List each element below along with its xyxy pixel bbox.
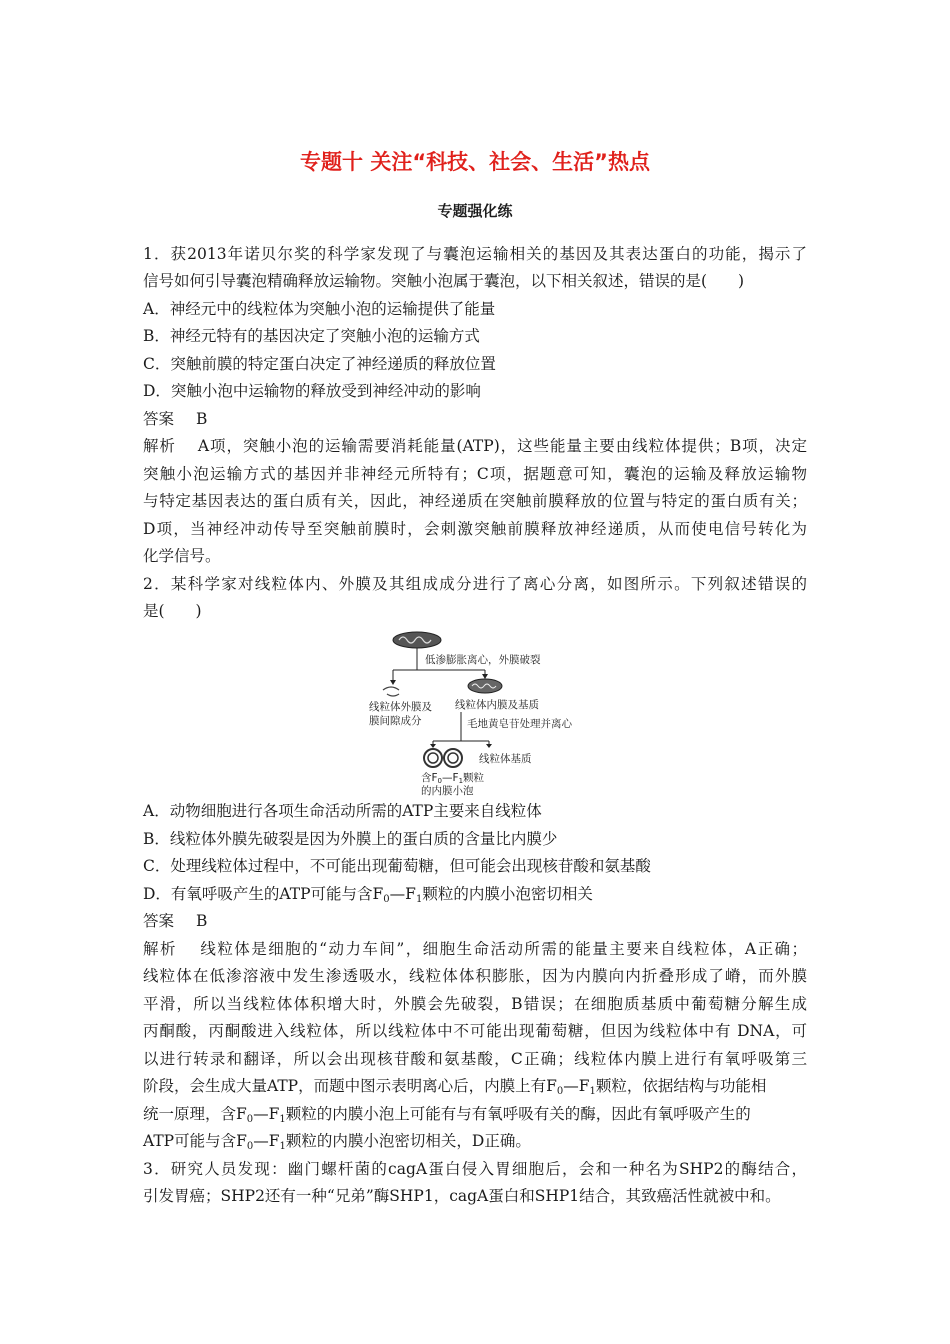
q2-analysis-line-4: 丙酮酸，丙酮酸进入线粒体，所以线粒体中不可能出现葡萄糖，但因为线粒体中有 DNA，可 <box>143 1022 807 1040</box>
q1-option-a: A．神经元中的线粒体为突触小泡的运输提供了能量 <box>143 300 496 318</box>
q1-option-d: D．突触小泡中运输物的释放受到神经冲动的影响 <box>143 382 481 400</box>
q2-analysis-l6-post: 颗粒，依据结构与功能相 <box>595 1077 767 1095</box>
q2-option-d-post: 颗粒的内膜小泡密切相关 <box>422 885 593 903</box>
vesicle-label-2: 的内膜小泡 <box>421 785 474 796</box>
q2-answer-value: B <box>196 912 208 930</box>
q1-analysis-label: 解析 <box>143 437 176 455</box>
q2-analysis-l7-pre: 统一原理，含F <box>143 1105 247 1123</box>
q2-analysis-l8-pre: ATP可能与含F <box>143 1132 247 1150</box>
q2-stem-line-2: 是( ) <box>143 602 202 620</box>
q2-analysis-l7-sub0: 0 <box>246 1114 254 1125</box>
q2-analysis-l8-post: 颗粒的内膜小泡密切相关，D正确。 <box>285 1132 531 1150</box>
q2-analysis-text-1: 线粒体是细胞的“动力车间”，细胞生命活动所需的能量主要来自线粒体，A正确； <box>198 940 807 958</box>
q1-stem-line-2: 信号如何引导囊泡精确释放运输物。突触小泡属于囊泡，以下相关叙述，错误的是( ) <box>143 272 745 290</box>
q2-option-d-sub1: 1 <box>415 894 423 905</box>
q2-analysis-l6-sub1: 1 <box>589 1086 596 1097</box>
q2-option-d <box>143 884 593 910</box>
q1-analysis-line-4: D项，当神经冲动传导至突触前膜时，会刺激突触前膜释放神经递质，从而使电信号转化为 <box>143 520 807 538</box>
q2-analysis-line-5: 以进行转录和翻译，所以会出现核苷酸和氨基酸，C正确；线粒体内膜上进行有氧呼吸第三 <box>143 1050 807 1068</box>
q1-analysis-line-1 <box>143 436 807 456</box>
q1-analysis-text-1: A项，突触小泡的运输需要消耗能量(ATP)，这些能量主要由线粒体提供；B项，决定 <box>197 437 807 455</box>
outer-membrane-label-1: 线粒体外膜及 <box>369 701 432 713</box>
q2-analysis-line-2: 线粒体在低渗溶液中发生渗透吸水，线粒体体积膨胀，因为内膜向内折叠形成了嵴，而外膜 <box>143 967 807 985</box>
q2-analysis-line-6 <box>143 1076 766 1102</box>
q2-analysis-l6-sub0: 0 <box>556 1086 564 1097</box>
q2-analysis-line-8 <box>143 1131 531 1157</box>
inner-membrane-vesicles-icon <box>424 749 462 767</box>
step1-label: 低渗膨胀离心，外膜破裂 <box>425 654 541 666</box>
q2-analysis-line-7 <box>143 1104 751 1130</box>
q2-analysis-l7-mid: —F <box>253 1105 280 1123</box>
outer-membrane-label-2: 膜间隙成分 <box>369 715 422 727</box>
q1-analysis-line-2: 突触小泡运输方式的基因并非神经元所特有；C项，据题意可知，囊泡的运输及释放运输物 <box>143 465 807 483</box>
q1-answer <box>143 409 207 429</box>
q2-option-d-pre: D．有氧呼吸产生的ATP可能与含F <box>143 885 384 903</box>
centrifugation-diagram <box>355 628 595 796</box>
q2-stem-line-1: 2．某科学家对线粒体内、外膜及其组成成分进行了离心分离，如图所示。下列叙述错误的 <box>143 575 807 593</box>
q2-option-b: B．线粒体外膜先破裂是因为外膜上的蛋白质的含量比内膜少 <box>143 830 558 848</box>
q2-analysis-line-1 <box>143 939 807 959</box>
inner-membrane-icon <box>468 679 502 693</box>
q2-analysis-l6-mid: —F <box>563 1077 590 1095</box>
q2-option-c: C．处理线粒体过程中，不可能出现葡萄糖，但可能会出现核苷酸和氨基酸 <box>143 857 651 875</box>
q2-analysis-l7-sub1: 1 <box>279 1114 286 1125</box>
q2-analysis-l8-sub1: 1 <box>279 1141 286 1152</box>
q1-analysis-line-5: 化学信号。 <box>143 547 221 565</box>
q1-stem-line-1: 1．获2013年诺贝尔奖的科学家发现了与囊泡运输相关的基因及其表达蛋白的功能，揭示了 <box>143 245 807 263</box>
vesicle-label-1: 含F0—F1颗粒 <box>421 772 485 785</box>
mitochondrion-icon <box>393 632 441 648</box>
q2-option-d-mid: —F <box>389 885 416 903</box>
q3-stem-line-2: 引发胃癌；SHP2还有一种“兄弟”酶SHP1，cagA蛋白和SHP1结合，其致癌活性就被中和。 <box>143 1187 781 1205</box>
q1-option-c: C．突触前膜的特定蛋白决定了神经递质的释放位置 <box>143 355 496 373</box>
matrix-label: 线粒体基质 <box>479 753 532 765</box>
q3-stem-line-1: 3．研究人员发现：幽门螺杆菌的cagA蛋白侵入胃细胞后，会和一种名为SHP2的酶结合， <box>143 1160 807 1178</box>
q1-option-b: B．神经元特有的基因决定了突触小泡的运输方式 <box>143 327 480 345</box>
page-title: 专题十 关注“科技、社会、生活”热点 <box>300 150 650 174</box>
q2-answer-label: 答案 <box>143 912 175 930</box>
q2-option-a: A．动物细胞进行各项生命活动所需的ATP主要来自线粒体 <box>143 802 542 820</box>
section-subtitle: 专题强化练 <box>437 202 513 220</box>
q1-analysis-line-3: 与特定基因表达的蛋白质有关，因此，神经递质在突触前膜释放的位置与特定的蛋白质有关； <box>143 492 807 510</box>
q1-answer-label: 答案 <box>143 410 175 428</box>
q2-analysis-line-3: 平滑，所以当线粒体体积增大时，外膜会先破裂，B错误；在细胞质基质中葡萄糖分解生成 <box>143 995 807 1013</box>
q1-answer-value: B <box>196 410 208 428</box>
q2-answer <box>143 911 207 931</box>
q2-option-d-sub0: 0 <box>383 894 390 905</box>
q2-analysis-l6-pre: 阶段，会生成大量ATP，而题中图示表明离心后，内膜上有F <box>143 1077 557 1095</box>
step2-label: 毛地黄皂苷处理并离心 <box>467 718 572 730</box>
outer-membrane-fragments-icon <box>383 687 399 696</box>
inner-membrane-label: 线粒体内膜及基质 <box>455 699 539 711</box>
q2-analysis-label: 解析 <box>143 940 177 958</box>
q2-analysis-l7-post: 颗粒的内膜小泡上可能有与有氧呼吸有关的酶，因此有氧呼吸产生的 <box>285 1105 751 1123</box>
q2-analysis-l8-sub0: 0 <box>246 1141 254 1152</box>
q2-analysis-l8-mid: —F <box>253 1132 280 1150</box>
